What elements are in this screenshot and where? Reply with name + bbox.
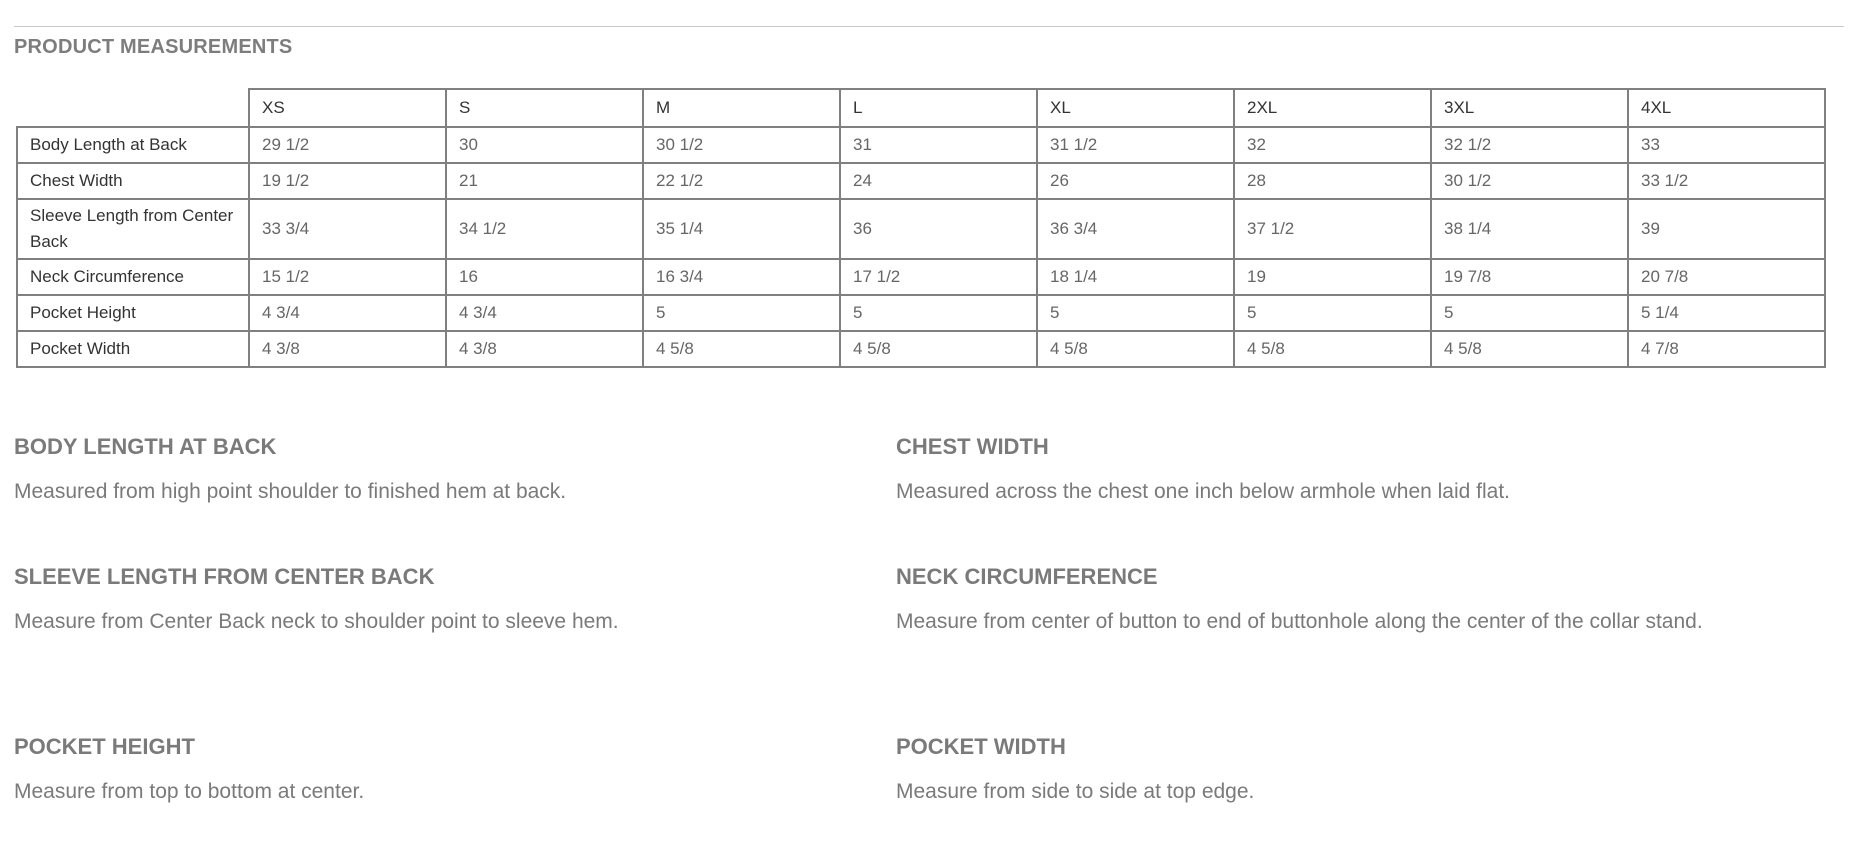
table-cell: 19 <box>1234 259 1431 295</box>
table-cell: 33 1/2 <box>1628 163 1825 199</box>
measurement-definitions <box>14 432 1814 862</box>
table-cell: 16 <box>446 259 643 295</box>
table-cell: 36 3/4 <box>1037 199 1234 259</box>
size-header: S <box>446 89 643 127</box>
table-cell: 38 1/4 <box>1431 199 1628 259</box>
table-cell: 4 5/8 <box>840 331 1037 367</box>
table-cell: 28 <box>1234 163 1431 199</box>
definition-heading: BODY LENGTH AT BACK <box>14 434 277 459</box>
table-cell: 17 1/2 <box>840 259 1037 295</box>
row-label: Pocket Width <box>17 331 249 367</box>
table-cell: 33 <box>1628 127 1825 163</box>
table-cell: 34 1/2 <box>446 199 643 259</box>
table-cell: 32 1/2 <box>1431 127 1628 163</box>
size-header: XS <box>249 89 446 127</box>
table-cell: 4 7/8 <box>1628 331 1825 367</box>
definition-heading: NECK CIRCUMFERENCE <box>896 564 1158 589</box>
table-corner-cell <box>17 89 249 127</box>
size-header: XL <box>1037 89 1234 127</box>
table-row <box>17 199 1825 259</box>
table-cell: 16 3/4 <box>643 259 840 295</box>
table-cell: 4 5/8 <box>1234 331 1431 367</box>
size-header: 2XL <box>1234 89 1431 127</box>
measurements-table <box>16 88 1826 368</box>
table-cell: 26 <box>1037 163 1234 199</box>
size-header: M <box>643 89 840 127</box>
definition-text: Measured from high point shoulder to finished hem at back. <box>14 480 567 503</box>
table-cell: 5 1/4 <box>1628 295 1825 331</box>
table-cell: 29 1/2 <box>249 127 446 163</box>
table-cell: 4 5/8 <box>1037 331 1234 367</box>
table-cell: 20 7/8 <box>1628 259 1825 295</box>
table-cell: 4 5/8 <box>1431 331 1628 367</box>
table-cell: 19 1/2 <box>249 163 446 199</box>
table-cell: 31 <box>840 127 1037 163</box>
table-cell: 33 3/4 <box>249 199 446 259</box>
table-cell: 36 <box>840 199 1037 259</box>
definition-pocket-width <box>896 732 1756 862</box>
table-row <box>17 127 1825 163</box>
table-cell: 5 <box>1431 295 1628 331</box>
table-cell: 24 <box>840 163 1037 199</box>
table-cell: 15 1/2 <box>249 259 446 295</box>
table-cell: 39 <box>1628 199 1825 259</box>
definition-heading: POCKET HEIGHT <box>14 734 195 759</box>
table-cell: 5 <box>1037 295 1234 331</box>
table-row <box>17 163 1825 199</box>
definition-text: Measure from top to bottom at center. <box>14 780 365 803</box>
definition-text: Measure from Center Back neck to shoulder point to sleeve hem. <box>14 610 619 633</box>
definition-sleeve-length <box>14 562 896 732</box>
size-header: 3XL <box>1431 89 1628 127</box>
page-title: PRODUCT MEASUREMENTS <box>14 36 293 58</box>
table-cell: 4 5/8 <box>643 331 840 367</box>
table-cell: 4 3/8 <box>446 331 643 367</box>
table-cell: 22 1/2 <box>643 163 840 199</box>
table-cell: 5 <box>1234 295 1431 331</box>
table-cell: 32 <box>1234 127 1431 163</box>
table-cell: 30 <box>446 127 643 163</box>
table-row <box>17 259 1825 295</box>
definition-body-length <box>14 432 896 562</box>
table-row <box>17 295 1825 331</box>
definition-chest-width <box>896 432 1756 562</box>
definition-text: Measure from side to side at top edge. <box>896 780 1255 803</box>
table-header-row <box>17 89 1825 127</box>
definition-heading: CHEST WIDTH <box>896 434 1049 459</box>
table-cell: 37 1/2 <box>1234 199 1431 259</box>
size-header: 4XL <box>1628 89 1825 127</box>
table-cell: 21 <box>446 163 643 199</box>
table-cell: 30 1/2 <box>1431 163 1628 199</box>
definition-neck-circumference <box>896 562 1756 732</box>
table-cell: 35 1/4 <box>643 199 840 259</box>
definition-text: Measured across the chest one inch below armhole when laid flat. <box>896 480 1511 503</box>
table-cell: 4 3/4 <box>446 295 643 331</box>
definition-heading: POCKET WIDTH <box>896 734 1066 759</box>
row-label: Sleeve Length from Center Back <box>17 199 249 259</box>
table-cell: 4 3/4 <box>249 295 446 331</box>
table-cell: 31 1/2 <box>1037 127 1234 163</box>
table-cell: 19 7/8 <box>1431 259 1628 295</box>
table-cell: 30 1/2 <box>643 127 840 163</box>
row-label: Pocket Height <box>17 295 249 331</box>
top-divider <box>14 26 1844 27</box>
definition-pocket-height <box>14 732 896 862</box>
definition-heading: SLEEVE LENGTH FROM CENTER BACK <box>14 564 435 589</box>
size-header: L <box>840 89 1037 127</box>
table-cell: 4 3/8 <box>249 331 446 367</box>
row-label: Body Length at Back <box>17 127 249 163</box>
table-cell: 18 1/4 <box>1037 259 1234 295</box>
table-cell: 5 <box>840 295 1037 331</box>
definition-text: Measure from center of button to end of buttonhole along the center of the collar stand. <box>896 610 1703 633</box>
row-label: Chest Width <box>17 163 249 199</box>
row-label: Neck Circumference <box>17 259 249 295</box>
table-cell: 5 <box>643 295 840 331</box>
table-row <box>17 331 1825 367</box>
